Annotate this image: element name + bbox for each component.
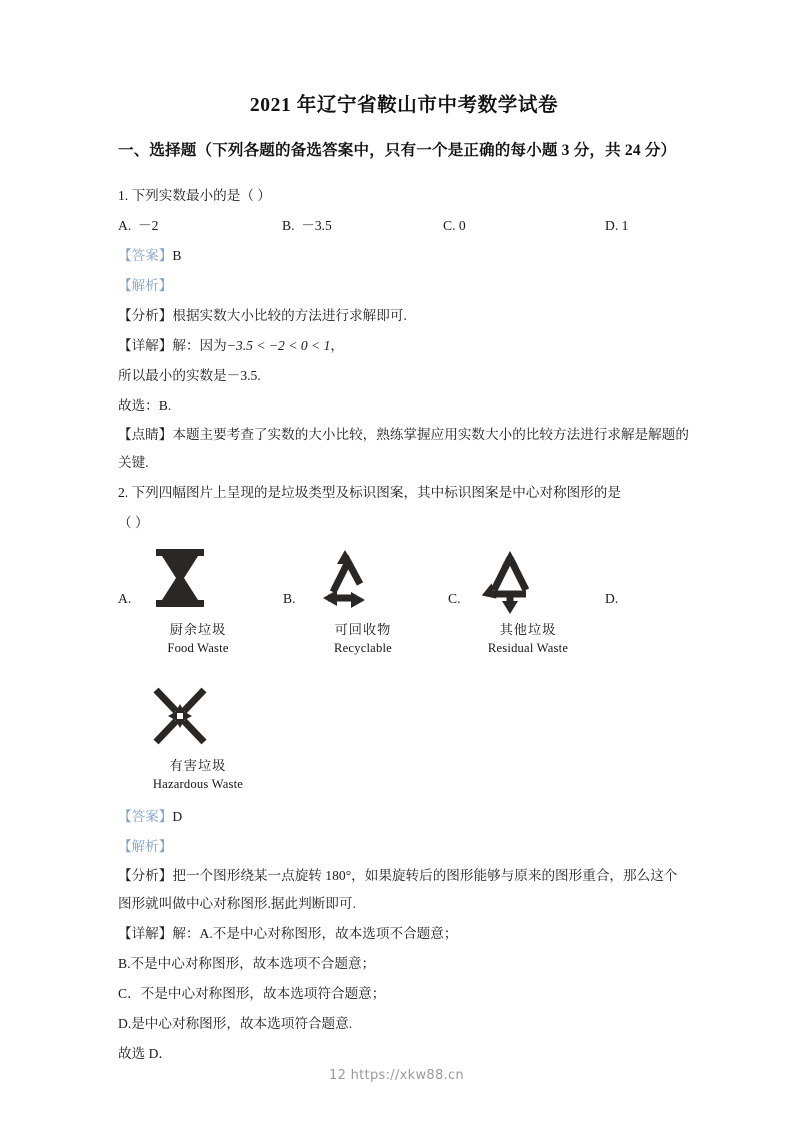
- choice-a-caption: [118, 620, 262, 657]
- question-2-answer-value: D: [172, 808, 183, 824]
- question-1-analysis-text: 根据实数大小比较的方法进行求解即可.: [172, 307, 407, 323]
- detail-tag: 【详解】: [118, 337, 173, 353]
- question-2-choices-row-2: [118, 680, 690, 802]
- question-1-explain-row: [118, 271, 690, 301]
- explanation-tag: 【解析】: [118, 838, 173, 854]
- question-2-analysis-text: 把一个图形绕某一点旋转 180°，如果旋转后的图形能够与原来的图形重合，那么这个图形就叫做中心对称图形.据此判断即可.: [118, 867, 678, 912]
- choice-a-caption-en: Food Waste: [167, 640, 229, 655]
- choice-c-caption-en: Residual Waste: [487, 640, 569, 655]
- section-heading: 一、选择题（下列各题的备选答案中，只有一个是正确的每小题 3 分，共 24 分）: [118, 142, 677, 160]
- choice-d-letter: D.: [605, 590, 619, 606]
- choice-b-caption-en: Recyclable: [334, 640, 392, 655]
- question-1-answer-value: B: [172, 247, 182, 263]
- analysis-tag: 【分析】: [118, 867, 173, 883]
- residual-waste-icon: [474, 544, 546, 620]
- choice-b-letter: B.: [283, 590, 296, 606]
- footer-watermark: 12 https://xkw88.cn: [329, 1068, 464, 1083]
- question-1-detail-row: [118, 331, 690, 361]
- food-waste-icon: [144, 544, 216, 620]
- option-d-letter: D.: [605, 217, 619, 233]
- question-1-answer-row: [118, 241, 690, 271]
- option-a-letter: A.: [118, 217, 132, 233]
- question-1-keypoint-text: 本题主要考查了实数的大小比较，熟练掌握应用实数大小的比较方法进行求解是解题的关键.: [118, 426, 689, 471]
- question-2-detail-line-2: C．不是中心对称图形，故本选项符合题意；: [118, 985, 386, 1001]
- hazardous-waste-icon: [144, 680, 216, 756]
- question-1-option-d[interactable]: [605, 211, 628, 241]
- question-1-conclusion: 所以最小的实数是－3.5.: [118, 367, 261, 383]
- option-c-value: 0: [458, 217, 466, 233]
- question-1-option-c[interactable]: [443, 211, 466, 241]
- detail-tail: ，: [330, 337, 344, 353]
- page-content: [118, 0, 690, 1069]
- question-1-stem: 1. 下列实数最小的是（ ）: [118, 187, 271, 203]
- choice-d-caption: [118, 756, 262, 793]
- answer-tag: 【答案】: [118, 808, 173, 824]
- question-1-option-b[interactable]: [282, 211, 332, 241]
- detail-tag: 【详解】: [118, 925, 173, 941]
- question-2-stem: 2. 下列四幅图片上呈现的是垃圾类型及标识图案，其中标识图案是中心对称图形的是: [118, 484, 621, 500]
- choice-b-caption-cn: 可回收物: [334, 621, 392, 637]
- question-2-choice-d[interactable]: [118, 680, 278, 793]
- question-1-analysis-row: [118, 301, 690, 331]
- question-1-choose: 故选：B.: [118, 397, 172, 413]
- option-d-value: 1: [621, 217, 629, 233]
- choice-c-caption-cn: 其他垃圾: [499, 621, 557, 637]
- analysis-tag: 【分析】: [118, 307, 173, 323]
- option-a-value: －2: [138, 217, 159, 233]
- choice-c-letter: C.: [448, 590, 461, 606]
- question-1-options: [118, 211, 690, 241]
- question-2-stem-paren: （ ）: [118, 514, 149, 530]
- option-b-letter: B.: [282, 217, 295, 233]
- option-c-letter: C.: [443, 217, 456, 233]
- choice-d-caption-en: Hazardous Waste: [152, 776, 244, 791]
- choice-a-caption-cn: 厨余垃圾: [169, 621, 227, 637]
- question-1-option-a[interactable]: [118, 211, 158, 241]
- question-2-choices-row-1: [118, 544, 690, 674]
- question-2-detail-line-4: 故选 D．: [118, 1045, 172, 1061]
- choice-d-caption-cn: 有害垃圾: [169, 757, 227, 773]
- question-2-choice-a[interactable]: [118, 544, 278, 657]
- choice-a-letter: A.: [118, 590, 132, 606]
- question-2-detail-line-3: D.是中心对称图形，故本选项符合题意.: [118, 1015, 353, 1031]
- question-2-choice-b[interactable]: [283, 544, 443, 657]
- detail-math-expression: −3.5 < −2 < 0 < 1: [226, 337, 331, 353]
- detail-lead: 解：因为: [172, 337, 227, 353]
- recyclable-icon: [309, 544, 381, 620]
- question-1-keypoint-row: [118, 421, 690, 478]
- choice-b-caption: [283, 620, 427, 657]
- question-2-analysis-row: [118, 862, 690, 919]
- question-2-detail-row: [118, 919, 690, 949]
- question-2-explain-row: [118, 832, 690, 862]
- question-2-choice-c[interactable]: [448, 544, 608, 657]
- answer-tag: 【答案】: [118, 247, 173, 263]
- choice-c-caption: [448, 620, 592, 657]
- question-2-answer-row: [118, 802, 690, 832]
- keypoint-tag: 【点睛】: [118, 426, 173, 442]
- page-title: 2021 年辽宁省鞍山市中考数学试卷: [249, 95, 559, 116]
- explanation-tag: 【解析】: [118, 277, 173, 293]
- question-2-detail-line-1: B.不是中心对称图形，故本选项不合题意；: [118, 955, 376, 971]
- question-2-detail-line-0: 解：A.不是中心对称图形，故本选项不合题意；: [172, 925, 458, 941]
- option-b-value: －3.5: [301, 217, 332, 233]
